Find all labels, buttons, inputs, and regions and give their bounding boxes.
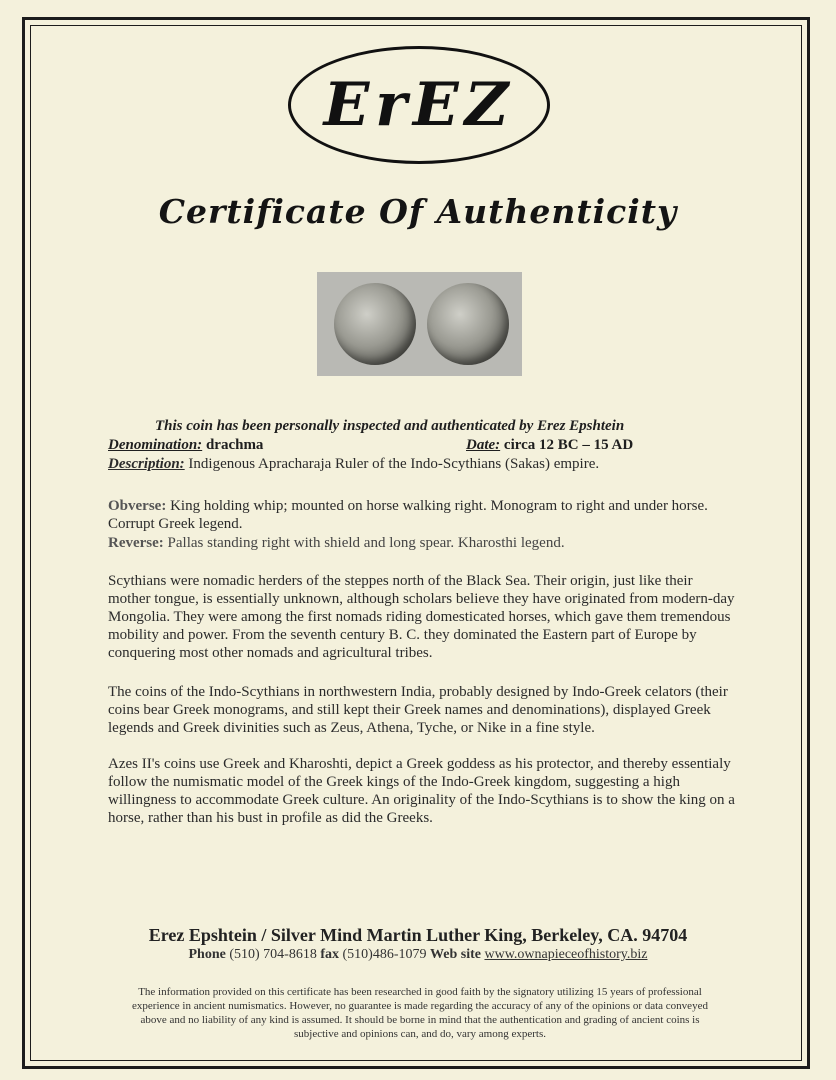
coin-obverse-image xyxy=(334,283,416,365)
obverse-text: King holding whip; mounted on horse walking right. Monogram to right and under horse. Corrupt Greek legend. xyxy=(108,498,708,532)
phone-number: (510) 704-8618 xyxy=(229,947,317,962)
fax-number: (510)486-1079 xyxy=(342,947,427,962)
contact-line-name-address: Erez Epshtein / Silver Mind Martin Luther King, Berkeley, CA. 94704 xyxy=(148,925,688,945)
certificate-title: Certificate Of Authenticity xyxy=(158,192,678,231)
fax-label: fax xyxy=(320,947,340,962)
denomination-value: drachma xyxy=(205,437,264,453)
history-paragraph-azes: Azes II's coins use Greek and Kharoshti, depict a Greek goddess as his protector, and thereby essentialy follow the numismatic model of the Greek kings of the Indo-Greek kingdom, suggesting a high willingness to accommodate Greek culture. An originality of the Indo-Scythians is to show the king on a horse, rather than his bust in profile as did the Greeks. xyxy=(108,756,735,826)
inspection-statement: This coin has been personally inspected and authenticated by Erez Epshtein xyxy=(155,418,625,434)
website-link[interactable]: www.ownapieceofhistory.biz xyxy=(484,947,648,962)
date-value: circa 12 BC – 15 AD xyxy=(503,437,634,453)
coin-reverse-image xyxy=(427,283,509,365)
coin-photo xyxy=(317,272,522,376)
phone-label: Phone xyxy=(188,947,226,962)
history-paragraph-coins: The coins of the Indo-Scythians in northwestern India, probably designed by Indo-Greek celators (their coins bear Greek monograms, and still kept their Greek names and denominations), displayed Greek legends and Greek divinities such as Zeus, Athena, Tyche, or Nike in a fine style. xyxy=(108,684,728,736)
contact-line-phone-web xyxy=(0,947,836,963)
description-label: Description: xyxy=(108,456,185,472)
website-label: Web site xyxy=(430,947,481,962)
obverse-label: Obverse: xyxy=(108,498,167,514)
date-label: Date: xyxy=(466,437,501,453)
description-value: Indigenous Apracharaja Ruler of the Indo-Scythians (Sakas) empire. xyxy=(188,456,600,472)
denomination-row xyxy=(108,437,263,454)
description-row xyxy=(108,456,599,473)
reverse-text: Pallas standing right with shield and long spear. Kharosthi legend. xyxy=(167,535,565,551)
date-row xyxy=(466,437,633,454)
disclaimer-text: The information provided on this certificate has been researched in good faith by the signatory utilizing 15 years of professional experience in ancient numismatics. However, no guarantee is made regarding the accuracy of any of the opinions or data conveyed above and no liability of any kind is assumed. It should be borne in mind that the authentication and grading of ancient coins is subjective and opinions can, and do, vary among experts. xyxy=(132,986,708,1040)
history-paragraph-scythians: Scythians were nomadic herders of the steppes north of the Black Sea. Their origin, just like their mother tongue, is essentially unknown, although scholars believe they have originated from modern-day Mongolia. They were among the first nomads riding domesticated horses, which gave them tremendous mobility and power. From the seventh century B. C. they dominated the Eastern part of Europe by conquering most other nomads and agricultural tribes. xyxy=(108,573,735,661)
reverse-label: Reverse: xyxy=(108,535,164,551)
erez-logo xyxy=(288,46,550,164)
logo-text: ErEZ xyxy=(323,70,515,140)
denomination-label: Denomination: xyxy=(108,437,203,453)
reverse-paragraph xyxy=(108,534,738,552)
obverse-paragraph xyxy=(108,497,738,533)
